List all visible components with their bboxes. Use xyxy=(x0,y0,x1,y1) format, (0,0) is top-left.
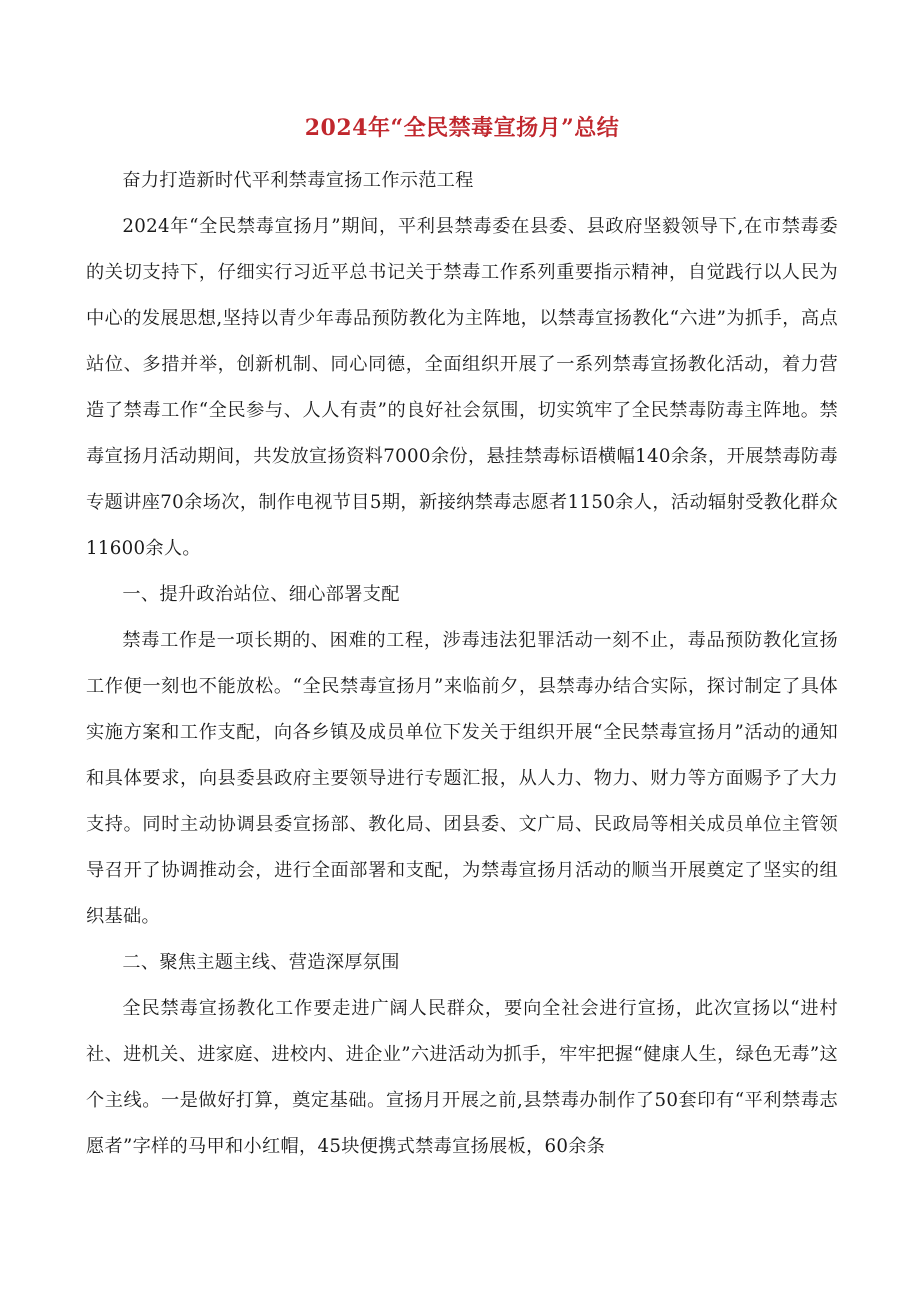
section-1-paragraph: 禁毒工作是一项长期的、困难的工程，涉毒违法犯罪活动一刻不止，毒品预防教化宣扬工作便一刻也不能放松。“全民禁毒宣扬月”来临前夕，县禁毒办结合实际，探讨制定了具体实施方案和工作支配，向各乡镇及成员单位下发关于组织开展“全民禁毒宣扬月”活动的通知和具体要求，向县委县政府主要领导进行专题汇报，从人力、物力、财力等方面赐予了大力支持。同时主动协调县委宣扬部、教化局、团县委、文广局、民政局等相关成员单位主管领导召开了协调推动会，进行全面部署和支配，为禁毒宣扬月活动的顺当开展奠定了坚实的组织基础。 xyxy=(86,630,838,927)
section-2-paragraph: 全民禁毒宣扬教化工作要走进广阔人民群众，要向全社会进行宣扬，此次宣扬以“进村社、进机关、进家庭、进校内、进企业”六进活动为抓手，牢牢把握“健康人生，绿色无毒”这个主线。一是做好打算，奠定基础。宣扬月开展之前,县禁毒办制作了50套印有“平利禁毒志愿者”字样的马甲和小红帽，45块便携式禁毒宣扬展板，60余条 xyxy=(86,998,838,1157)
section-2-heading: 二、聚焦主题主线、营造深厚氛围 xyxy=(122,952,400,973)
document-subtitle: 奋力打造新时代平利禁毒宣扬工作示范工程 xyxy=(122,170,474,191)
intro-paragraph: 2024年“全民禁毒宣扬月”期间，平利县禁毒委在县委、县政府坚毅领导下,在市禁毒委的关切支持下，仔细实行习近平总书记关于禁毒工作系列重要指示精神，自觉践行以人民为中心的发展思想,坚持以青少年毒品预防教化为主阵地，以禁毒宣扬教化“六进”为抓手，高点站位、多措并举，创新机制、同心同德，全面组织开展了一系列禁毒宣扬教化活动，着力营造了禁毒工作“全民参与、人人有责”的良好社会氛围，切实筑牢了全民禁毒防毒主阵地。禁毒宣扬月活动期间，共发放宣扬资料7000余份，悬挂禁毒标语横幅140余条，开展禁毒防毒专题讲座70余场次，制作电视节目5期，新接纳禁毒志愿者1150余人，活动辐射受教化群众11600余人。 xyxy=(86,216,838,559)
section-1-heading: 一、提升政治站位、细心部署支配 xyxy=(122,584,400,605)
document-title: 2024年“全民禁毒宣扬月”总结 xyxy=(304,115,620,141)
document-page xyxy=(86,108,838,1170)
